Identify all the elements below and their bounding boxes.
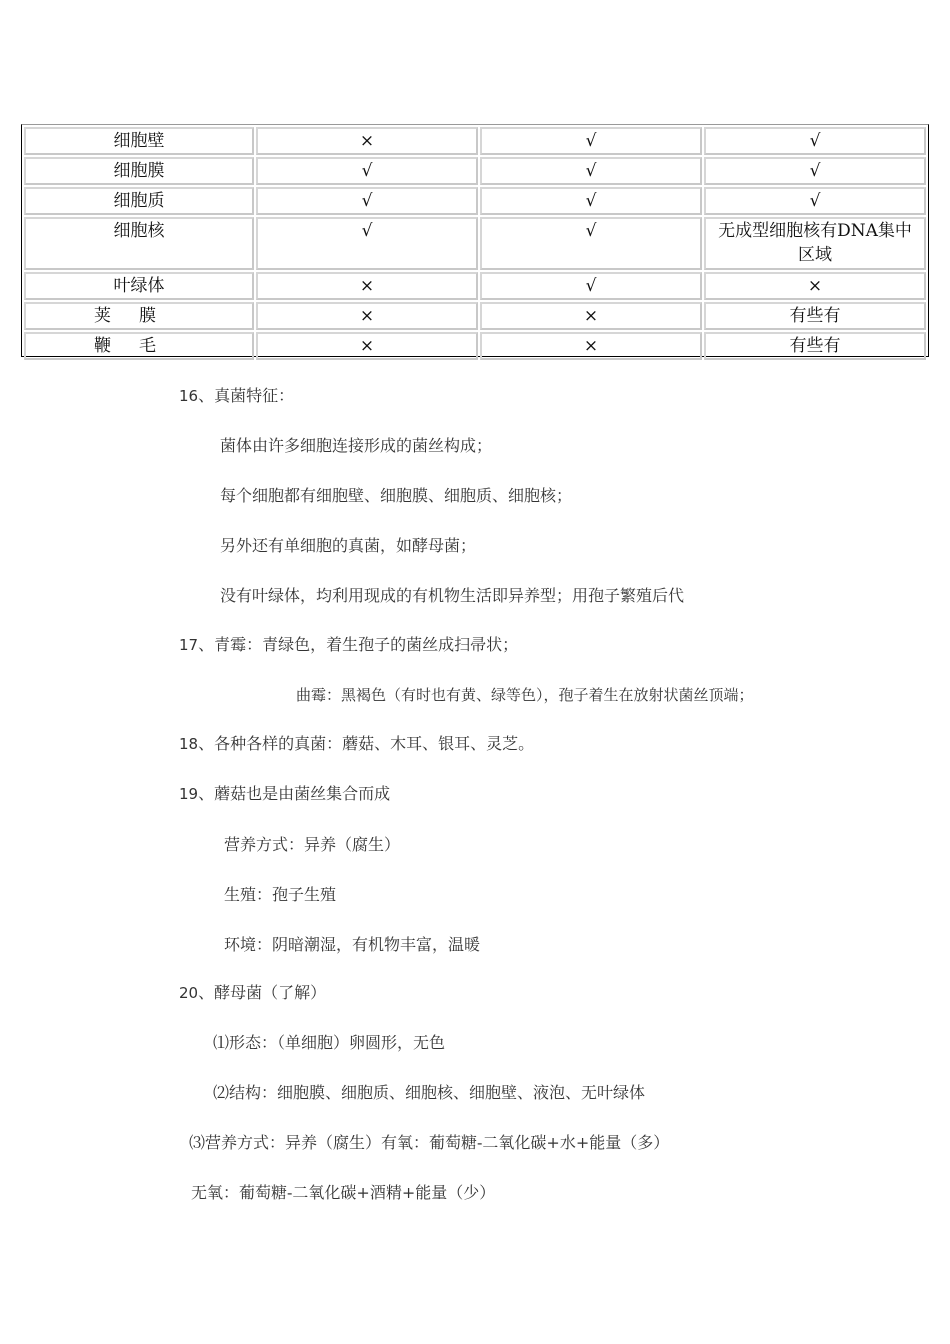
cell-value: √ <box>480 187 702 215</box>
cell-value: √ <box>480 217 702 270</box>
table-row <box>24 272 926 300</box>
cell-value: 有些有 <box>704 332 926 360</box>
cell-value: 有些有 <box>704 302 926 330</box>
section-number: 19 <box>179 785 199 803</box>
section-17-heading <box>179 634 518 656</box>
cell-value: × <box>256 272 478 300</box>
table-row <box>24 157 926 185</box>
section-20-heading <box>179 982 326 1004</box>
row-name: 叶绿体 <box>24 272 254 300</box>
section-20-line: 无氧：葡萄糖-二氧化碳+酒精+能量（少） <box>191 1183 496 1202</box>
section-20-line: ⑶营养方式：异养（腐生）有氧：葡萄糖-二氧化碳+水+能量（多） <box>189 1133 670 1152</box>
section-title: 、酵母菌（了解） <box>198 983 327 1002</box>
cell-value: 无成型细胞核有DNA集中区域 <box>704 217 926 270</box>
section-16-line: 菌体由许多细胞连接形成的菌丝构成； <box>220 436 493 455</box>
row-name: 细胞壁 <box>24 127 254 155</box>
table-row <box>24 302 926 330</box>
cell-value: × <box>256 127 478 155</box>
comparison-table <box>21 124 929 357</box>
table-row <box>24 187 926 215</box>
cell-value: √ <box>480 127 702 155</box>
table-row <box>24 332 926 360</box>
table-row <box>24 127 926 155</box>
section-19-line: 环境：阴暗潮湿，有机物丰富，温暖 <box>224 935 481 954</box>
section-17-subline: 曲霉：黑褐色（有时也有黄、绿等色），孢子着生在放射状菌丝顶端； <box>296 686 754 704</box>
cell-value: √ <box>256 217 478 270</box>
section-title: 、青霉：青绿色，着生孢子的菌丝成扫帚状； <box>198 635 519 654</box>
cell-value: √ <box>480 272 702 300</box>
cell-value: √ <box>256 187 478 215</box>
section-number: 18 <box>179 735 199 753</box>
section-16-line: 另外还有单细胞的真菌，如酵母菌； <box>220 536 477 555</box>
section-title: 、真菌特征： <box>198 386 295 405</box>
cell-value: × <box>480 302 702 330</box>
section-number: 16 <box>179 387 199 405</box>
cell-value: √ <box>480 157 702 185</box>
comparison-table-grid <box>22 125 928 362</box>
section-16-line: 每个细胞都有细胞壁、细胞膜、细胞质、细胞核； <box>220 486 573 505</box>
section-number: 20 <box>179 984 199 1002</box>
section-19-heading <box>179 783 390 805</box>
cell-value: √ <box>256 157 478 185</box>
row-name: 细胞膜 <box>24 157 254 185</box>
row-name: 细胞核 <box>24 217 254 270</box>
row-name: 荚膜 <box>24 302 254 330</box>
section-16-heading <box>179 385 294 407</box>
cell-value: × <box>704 272 926 300</box>
section-20-line: ⑴形态：（单细胞）卵圆形，无色 <box>213 1033 446 1052</box>
cell-value: √ <box>704 157 926 185</box>
cell-value: × <box>256 302 478 330</box>
section-16-line: 没有叶绿体，均利用现成的有机物生活即异养型；用孢子繁殖后代 <box>220 586 685 605</box>
section-19-line: 生殖：孢子生殖 <box>224 885 337 904</box>
section-19-line: 营养方式：异养（腐生） <box>224 835 401 854</box>
section-number: 17 <box>179 636 199 654</box>
row-name: 细胞质 <box>24 187 254 215</box>
section-title: 、蘑菇也是由菌丝集合而成 <box>198 784 391 803</box>
section-18-heading <box>179 733 534 755</box>
row-name: 鞭毛 <box>24 332 254 360</box>
cell-value: × <box>480 332 702 360</box>
cell-value: √ <box>704 127 926 155</box>
cell-value: √ <box>704 187 926 215</box>
section-20-line: ⑵结构：细胞膜、细胞质、细胞核、细胞壁、液泡、无叶绿体 <box>213 1083 646 1102</box>
cell-value: × <box>256 332 478 360</box>
table-row <box>24 217 926 270</box>
section-title: 、各种各样的真菌：蘑菇、木耳、银耳、灵芝。 <box>198 734 535 753</box>
